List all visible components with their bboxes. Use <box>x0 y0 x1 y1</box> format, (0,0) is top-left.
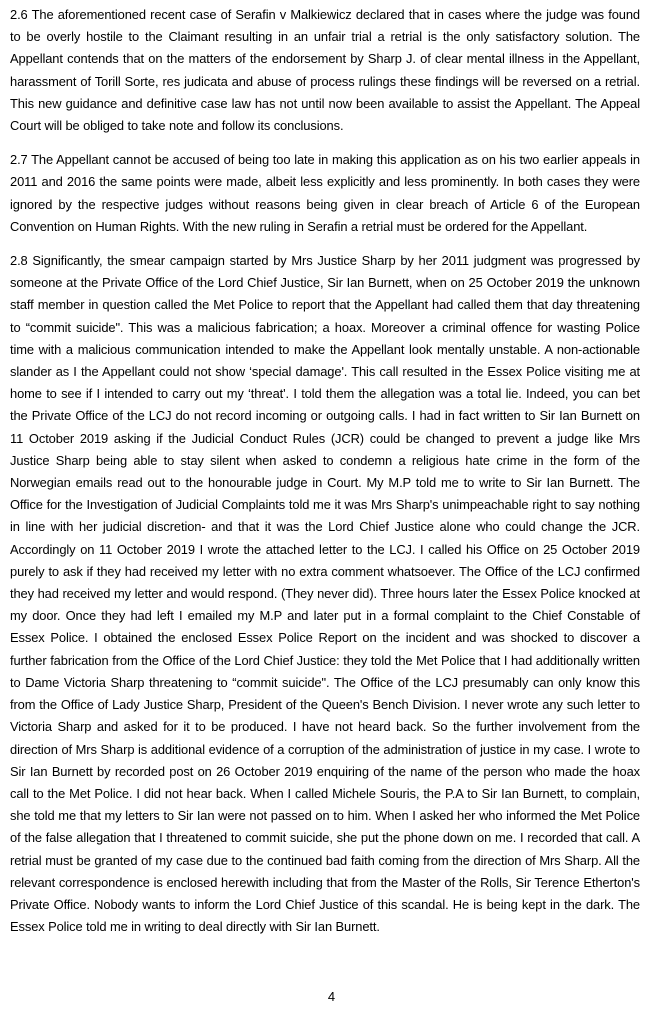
paragraph-2-6: 2.6 The aforementioned recent case of Serafin v Malkiewicz declared that in cases where the judge was found to be overly hostile to the Claimant resulting in an unfair trial a retrial is the only satisfactory solution. The Appellant contends that on the matters of the endorsement by Sharp J. of clear mental illness in the Appellant, harassment of Torill Sorte, res judicata and abuse of process rulings these findings will be reversed on a retrial. This new guidance and definitive case law has not until now been available to assist the Appellant. The Appeal Court will be obliged to take note and follow its conclusions. <box>10 7 640 134</box>
paragraph-2-8: 2.8 Significantly, the smear campaign started by Mrs Justice Sharp by her 2011 judgment was progressed by someone at the Private Office of the Lord Chief Justice, Sir Ian Burnett, when on 25 October 2019 the unknown staff member in question called the Met Police to report that the Appellant had called them that day threatening to “commit suicide". This was a malicious fabrication; a hoax. Moreover a criminal offence for wasting Police time with a malicious communication intended to make the Appellant look mentally unstable. A non-actionable slander as I the Appellant could not show ‘special damage'. This call resulted in the Essex Police visiting me at home to see if I intended to carry out my ‘threat'. I told them the allegation was a total lie. Indeed, you can bet the Private Office of the LCJ do not record incoming or outgoing calls. I had in fact written to Sir Ian Burnett on 11 October 2019 asking if the Judicial Conduct Rules (JCR) could be changed to prevent a judge like Mrs Justice Sharp being able to stay silent when asked to condemn a religious hate crime in the form of the Norwegian emails read out to the honourable judge in Court. My M.P told me to write to Sir Ian Burnett. The Office for the Investigation of Judicial Complaints told me it was Mrs Sharp's unimpeachable right to say nothing in line with her judicial discretion- and that it was the Lord Chief Justice alone who could change the JCR. Accordingly on 11 October 2019 I wrote the attached letter to the LCJ. I called his Office on 25 October 2019 purely to ask if they had received my letter with no extra comment whatsoever. The Office of the LCJ confirmed they had received my letter and would respond. (They never did). Three hours later the Essex Police knocked at my door. Once they had left I emailed my M.P and later put in a formal complaint to the Chief Constable of Essex Police. I obtained the enclosed Essex Police Report on the incident and was shocked to discover a further fabrication from the Office of the Lord Chief Justice: they told the Met Police that I had additionally written to Dame Victoria Sharp threatening to “commit suicide". The Office of the LCJ presumably can only know this from the Office of Lady Justice Sharp, President of the Queen's Bench Division. I never wrote any such letter to Victoria Sharp and asked for it to be produced. I have not heard back. So the further involvement from the direction of Mrs Sharp is additional evidence of a corruption of the administration of justice in my case. I wrote to Sir Ian Burnett by recorded post on 26 October 2019 enquiring of the name of the person who made the hoax call to the Met Police. I did not hear back. When I called Michele Souris, the P.A to Sir Ian Burnett, to complain, she told me that my letters to Sir Ian were not passed on to him. When I asked her who informed the Met Police of the false allegation that I threatened to commit suicide, she put the phone down on me. I recorded that call. A retrial must be granted of my case due to the continued bad faith coming from the direction of Mrs Sharp. All the relevant correspondence is enclosed herewith including that from the Master of the Rolls, Sir Terence Etherton's Private Office. Nobody wants to inform the Lord Chief Justice of this scandal. He is being kept in the dark. The Essex Police told me in writing to deal directly with Sir Ian Burnett. <box>10 253 640 935</box>
document-page <box>10 4 640 950</box>
page-number: 4 <box>327 989 336 1004</box>
paragraph-2-7: 2.7 The Appellant cannot be accused of being too late in making this application as on his two earlier appeals in 2011 and 2016 the same points were made, albeit less explicitly and less prominently. In both cases they were ignored by the respective judges without reasons being given in clear breach of Article 6 of the European Convention on Human Rights. With the new ruling in Serafin a retrial must be ordered for the Appellant. <box>10 152 640 234</box>
